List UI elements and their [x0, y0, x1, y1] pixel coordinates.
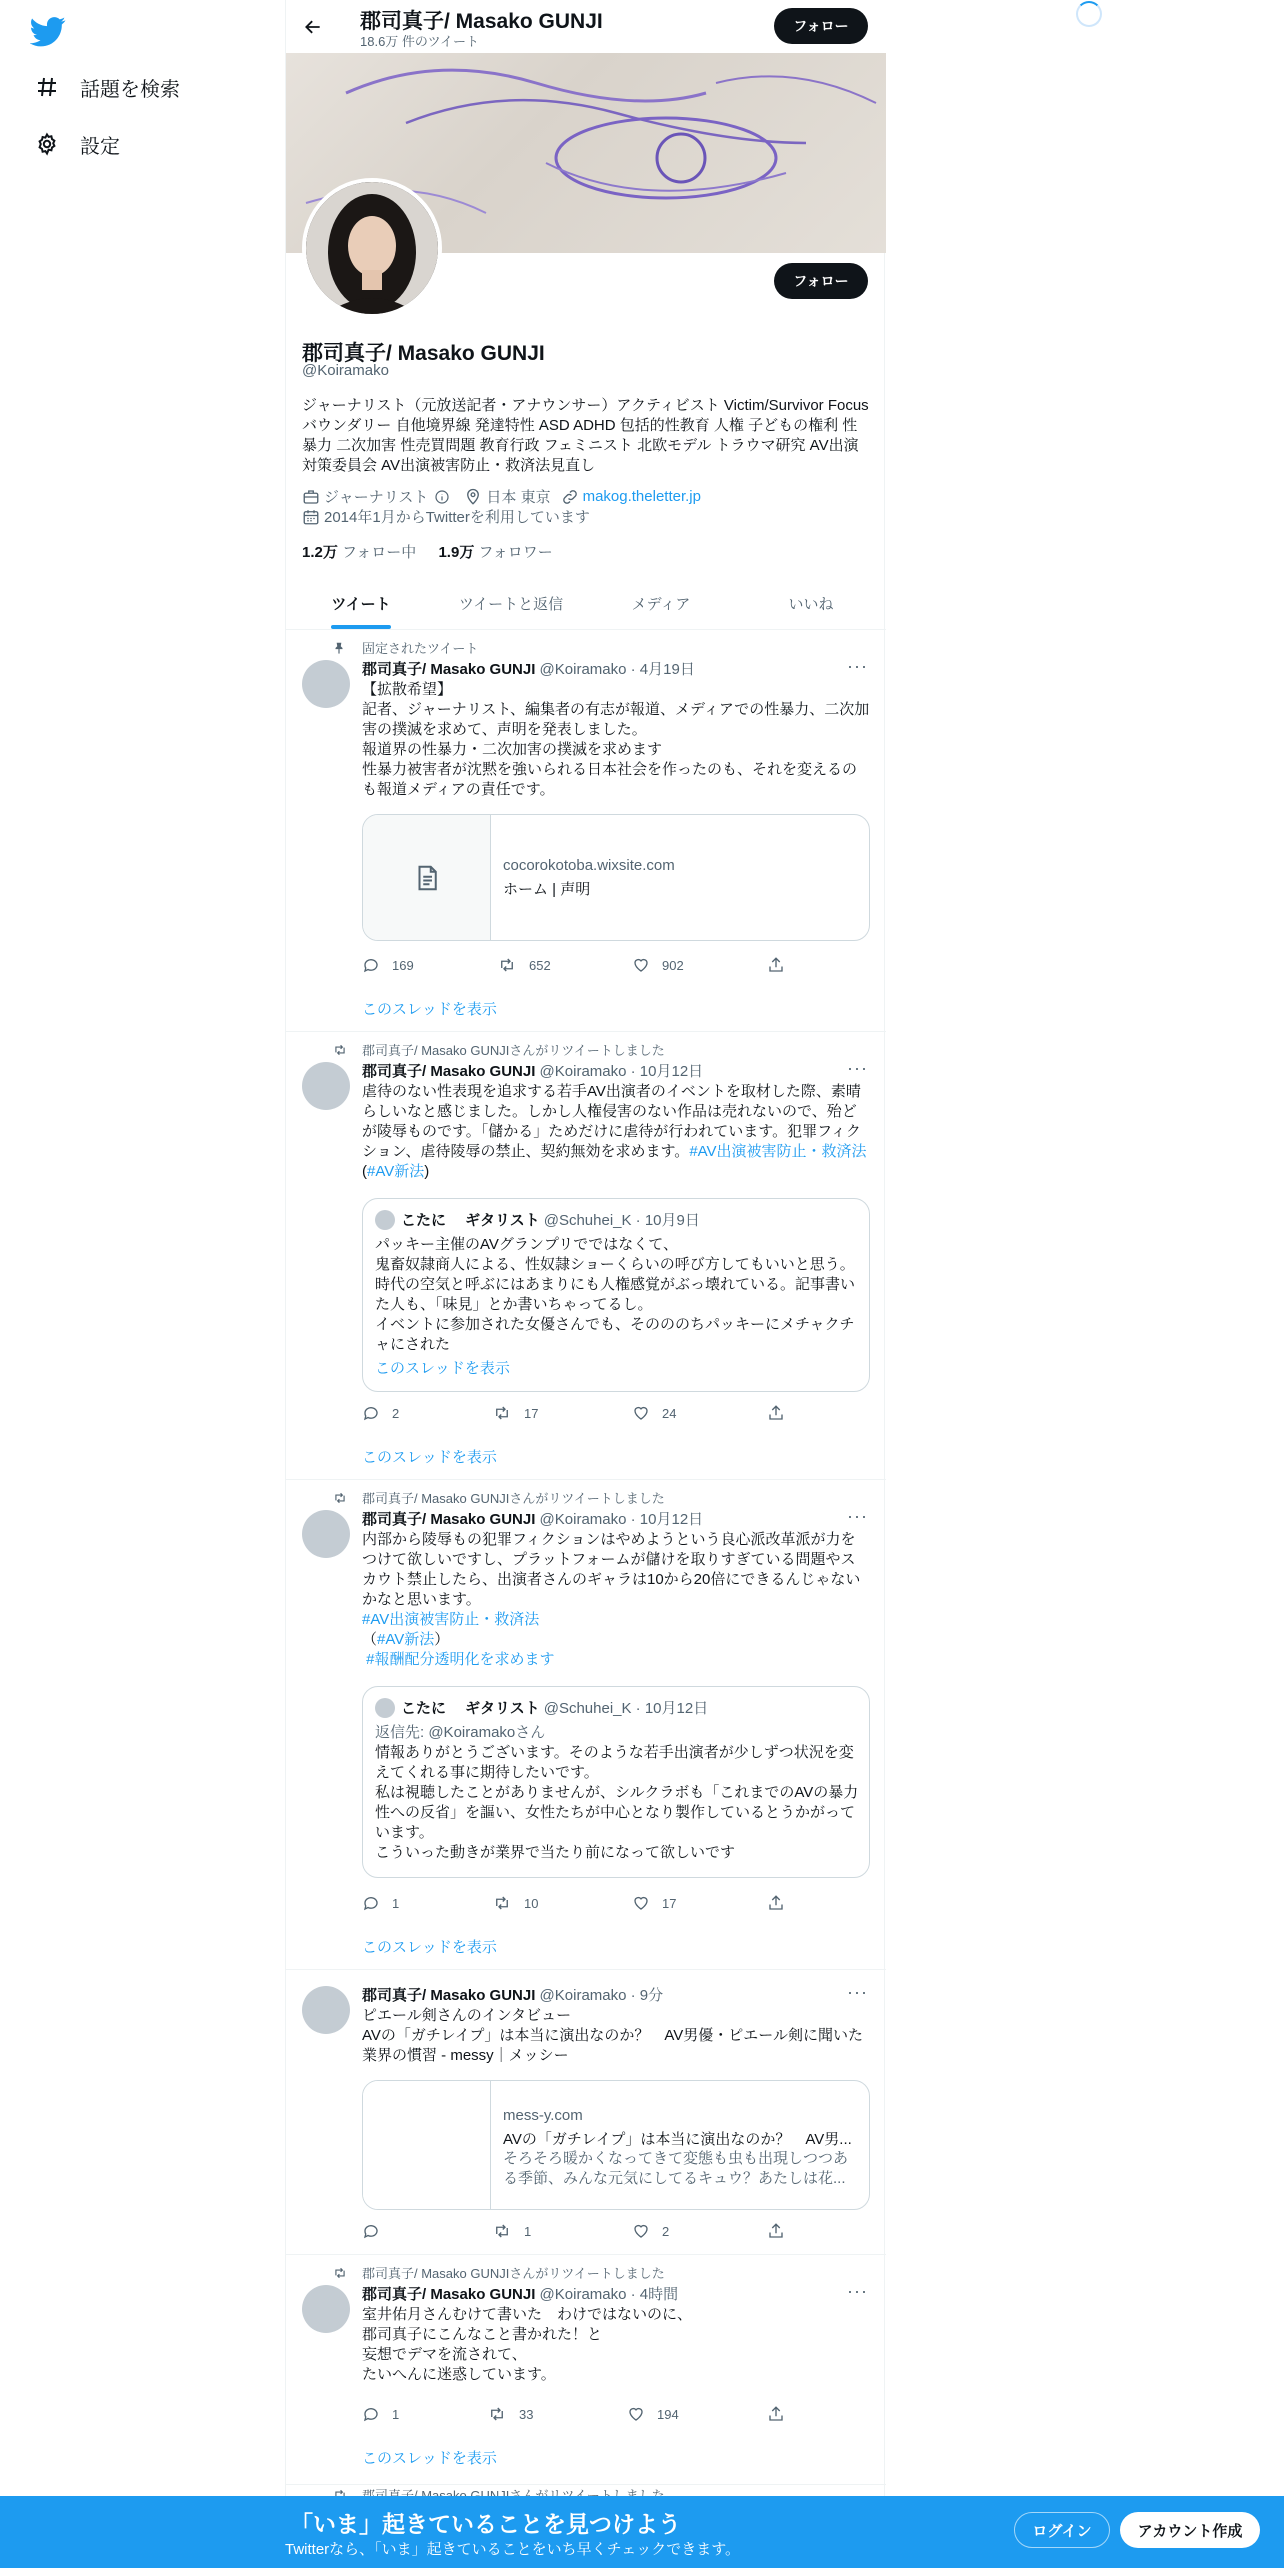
- document-icon: [363, 815, 491, 940]
- tweet-context-text: 郡司真子/ Masako GUNJIさんがリツイートしました: [362, 1043, 665, 1058]
- share-button[interactable]: [767, 1404, 797, 1422]
- profile-url-link[interactable]: makog.theletter.jp: [582, 488, 701, 505]
- retweet-icon: [487, 2405, 507, 2423]
- hashtag-link[interactable]: #報酬配分透明化を求めます: [366, 1651, 555, 1668]
- reply-button[interactable]: [362, 2405, 399, 2423]
- show-thread-link[interactable]: このスレッドを表示: [362, 1939, 497, 1956]
- retweet-context-icon: [332, 2266, 348, 2280]
- profile-avatar[interactable]: [302, 178, 442, 318]
- quoted-avatar: [375, 1210, 395, 1230]
- more-options-icon[interactable]: ···: [847, 2281, 868, 2301]
- like-button[interactable]: [632, 1404, 676, 1422]
- retweet-icon: [492, 1894, 512, 1912]
- tweet-avatar[interactable]: [302, 1986, 350, 2034]
- tweet-avatar[interactable]: [302, 1062, 350, 1110]
- profile-tabs: [286, 577, 886, 630]
- quoted-author: こたに ギタリスト: [401, 1700, 540, 1717]
- login-button[interactable]: ログイン: [1014, 2512, 1110, 2548]
- hashtag-icon: [34, 74, 60, 100]
- show-thread-link[interactable]: このスレッドを表示: [362, 2450, 497, 2467]
- more-options-icon[interactable]: ···: [847, 1058, 868, 1078]
- heart-icon: [632, 2222, 650, 2240]
- location-icon: [464, 488, 482, 506]
- like-button[interactable]: [627, 2405, 679, 2423]
- like-count: 2: [662, 2223, 670, 2239]
- retweet-count: 33: [519, 2406, 534, 2422]
- signup-prompt-title: 「いま」起きていることを見つけよう: [290, 2511, 681, 2537]
- tweet-author[interactable]: 郡司真子/ Masako GUNJI: [362, 1511, 536, 1528]
- tweet-avatar[interactable]: [302, 2285, 350, 2333]
- share-icon: [767, 2222, 785, 2240]
- share-button[interactable]: [767, 2405, 797, 2423]
- left-nav: [0, 0, 270, 2568]
- signup-prompt-bar: [0, 2496, 1284, 2568]
- reply-icon: [362, 956, 380, 974]
- tweet-header: [362, 1060, 703, 1081]
- more-options-icon[interactable]: ···: [847, 1982, 868, 2002]
- profile-bio: ジャーナリスト（元放送記者・アナウンサー）アクティビスト Victim/Survivor Focus バウンダリー 自他境界線 発達特性 ASD ADHD 包括的性教育 人権 子どもの権利 性暴力 二次加害 性売買問題 教育行政 フェミニスト 北欧モデル トラウマ研究 AV出演対策委員会 AV出演被害防止・救済法見直し: [302, 397, 869, 474]
- signup-prompt-subtitle: Twitterなら、「いま」起きていることをいち早くチェックできます。: [285, 2541, 741, 2558]
- tweet-context: [362, 638, 478, 657]
- tweet-context-text: 固定されたツイート: [362, 641, 479, 656]
- info-icon[interactable]: [434, 489, 450, 505]
- link-card[interactable]: [362, 814, 870, 941]
- share-icon: [767, 1404, 785, 1422]
- share-icon: [767, 2405, 785, 2423]
- profile-joined-text: 2014年1月からTwitterを利用しています: [324, 509, 590, 526]
- tweet-item[interactable]: [286, 1970, 886, 2255]
- tweet-text: 室井佑月さんむけて書いた わけではないのに、 郡司真子にこんなこと書かれた！と 妄想でデマを流されて、 たいへんに迷惑しています。: [362, 2306, 693, 2383]
- card-description: そろそろ暖かくなってきて変態も虫も出現しつつある季節、みんな元気にしてるキュウ？あたしは花...: [503, 2150, 849, 2187]
- tweet-actions: [362, 2222, 802, 2242]
- reply-count: 169: [392, 957, 414, 973]
- followers-link[interactable]: [438, 544, 552, 561]
- tab-tweets[interactable]: ツイート: [286, 577, 436, 629]
- share-icon: [767, 1894, 785, 1912]
- retweet-count: 17: [524, 1405, 539, 1421]
- header-tweet-count: 18.6万 件のツイート: [360, 34, 480, 49]
- retweet-count: 1: [524, 2223, 532, 2239]
- quoted-show-thread-link[interactable]: このスレッドを表示: [375, 1360, 510, 1377]
- header-name: 郡司真子/ Masako GUNJI: [360, 10, 603, 33]
- reply-button[interactable]: [362, 2222, 392, 2240]
- tweet-avatar[interactable]: [302, 660, 350, 708]
- profile-category: ジャーナリスト: [324, 489, 429, 506]
- profile-meta: [302, 486, 711, 507]
- tweet-avatar[interactable]: [302, 1510, 350, 1558]
- nav-settings-label: 設定: [80, 135, 120, 158]
- reply-button[interactable]: [362, 956, 414, 974]
- profile-column: [285, 0, 885, 2568]
- tweet-item[interactable]: [286, 2255, 886, 2485]
- tweet-author[interactable]: 郡司真子/ Masako GUNJI: [362, 1063, 536, 1080]
- nav-settings[interactable]: [34, 124, 120, 164]
- tweet-actions: [362, 956, 802, 976]
- like-button[interactable]: [632, 956, 684, 974]
- reply-button[interactable]: [362, 1894, 399, 1912]
- hashtag-link[interactable]: #AV新法: [377, 1631, 435, 1648]
- tweet-context-text: 郡司真子/ Masako GUNJIさんがリツイートしました: [362, 1491, 665, 1506]
- reply-count: 1: [392, 1895, 400, 1911]
- following-label: フォロー中: [342, 544, 417, 561]
- share-button[interactable]: [767, 1894, 797, 1912]
- tweet-author[interactable]: 郡司真子/ Masako GUNJI: [362, 661, 536, 678]
- tweet-meta[interactable]: @Koiramako · 9分: [539, 1987, 664, 2004]
- tweet-item[interactable]: [286, 1032, 886, 1480]
- tweet-actions: [362, 1894, 802, 1914]
- tweet-context: [362, 1040, 665, 1059]
- tweet-body: 虐待のない性表現を追求する若手AV出演者のイベントを取材した際、素晴らしいなと感じました。しかし人権侵害のない作品は売れないので、殆どが陵辱ものです。「儲かる」ためだけに虐待が行われています。犯罪フィクション、虐待陵辱の禁止、契約無効を求めます。: [362, 1083, 861, 1160]
- reply-icon: [362, 1404, 380, 1422]
- quoted-tweet-header: [375, 1697, 708, 1718]
- quoted-tweet[interactable]: [362, 1686, 870, 1878]
- show-thread-link[interactable]: このスレッドを表示: [362, 1001, 497, 1018]
- hashtag-link[interactable]: #AV出演被害防止・救済法: [362, 1611, 540, 1628]
- nav-explore-label: 話題を検索: [80, 78, 180, 101]
- retweet-icon: [497, 956, 517, 974]
- card-domain: cocorokotoba.wixsite.com: [503, 857, 675, 874]
- like-button[interactable]: [632, 2222, 669, 2240]
- tweet-text: 虐待のない性表現を追求する若手AV出演者のイベントを取材した際、素晴らしいなと感じました。しかし人権侵害のない作品は売れないので、殆どが陵辱ものです。「儲かる」ためだけに虐待が行われています。犯罪フィクション、虐待陵辱の禁止、契約無効を求めます。#AV出演被害防止・救済法 (#AV新法): [362, 1083, 882, 1180]
- retweet-context-icon: [332, 1043, 348, 1057]
- profile-header-bar: [286, 0, 886, 53]
- tweet-actions: [362, 1404, 802, 1424]
- retweet-count: 652: [529, 957, 551, 973]
- card-thumbnail: [363, 2081, 491, 2209]
- quoted-tweet[interactable]: [362, 1198, 870, 1392]
- link-icon: [561, 488, 579, 506]
- tweet-text: 内部から陵辱もの犯罪フィクションはやめようという良心派改革派が力をつけて欲しいですし、プラットフォームが儲けを取りすぎている問題やスカウト禁止したら、出演者さんのギャラは10から20倍にできるんじゃないかなと思います。 #AV出演被害防止・救済法 （#AV新法） #報酬配分透明化を求めます: [362, 1531, 861, 1668]
- retweet-button[interactable]: [487, 2405, 533, 2423]
- profile-location: 日本 東京: [486, 489, 551, 506]
- tweet-author[interactable]: 郡司真子/ Masako GUNJI: [362, 1987, 536, 2004]
- link-card[interactable]: [362, 2080, 870, 2210]
- back-arrow-icon[interactable]: [298, 12, 328, 42]
- profile-joined: [302, 506, 600, 527]
- retweet-icon: [492, 2222, 512, 2240]
- tweet-header: [362, 658, 695, 679]
- tweet-text: ピエール剣さんのインタビュー AVの「ガチレイプ」は本当に演出なのか？ AV男優・ピエール剣に聞いた業界の慣習 - messy｜メッシー: [362, 2007, 863, 2064]
- like-count: 24: [662, 1405, 677, 1421]
- more-options-icon[interactable]: ···: [847, 1506, 868, 1526]
- tweet-meta[interactable]: @Koiramako · 4時間: [539, 2286, 679, 2303]
- share-icon: [767, 956, 785, 974]
- briefcase-icon: [302, 488, 320, 506]
- heart-icon: [632, 1404, 650, 1422]
- following-count: 1.2万: [302, 544, 338, 561]
- profile-follow-button[interactable]: フォロー: [774, 263, 868, 299]
- followers-count: 1.9万: [438, 544, 475, 561]
- tweet-context: [362, 2263, 665, 2282]
- reply-count: 1: [392, 2406, 400, 2422]
- quoted-reply-to: 返信先: @Koiramakoさん: [375, 1724, 546, 1741]
- retweet-icon: [492, 1404, 512, 1422]
- quoted-author: こたに ギタリスト: [401, 1212, 540, 1229]
- tweet-meta[interactable]: @Koiramako · 10月12日: [539, 1511, 704, 1528]
- tweet-meta[interactable]: @Koiramako · 10月12日: [539, 1063, 704, 1080]
- tweet-text: 【拡散希望】 記者、ジャーナリスト、編集者の有志が報道、メディアでの性暴力、二次加害の撲滅を求めて、声明を発表しました。 報道界の性暴力・二次加害の撲滅を求めます 性暴力被害者が沈黙を強いられる日本社会を作ったのも、それを変えるのも報道メディアの責任です。: [362, 681, 870, 798]
- hashtag-link[interactable]: #AV新法: [367, 1163, 425, 1180]
- calendar-icon: [302, 508, 320, 526]
- profile-handle: @Koiramako: [302, 362, 389, 379]
- tweet-context: [362, 1488, 665, 1507]
- retweet-button[interactable]: [497, 956, 551, 974]
- card-title: ホーム | 声明: [503, 881, 591, 898]
- quoted-meta: @Schuhei_K · 10月9日: [543, 1212, 700, 1229]
- reply-icon: [362, 2222, 380, 2240]
- retweet-button[interactable]: [492, 1404, 538, 1422]
- quoted-tweet-header: [375, 1209, 700, 1230]
- heart-icon: [632, 1894, 650, 1912]
- retweet-button[interactable]: [492, 1894, 538, 1912]
- card-domain: mess-y.com: [503, 2107, 583, 2124]
- profile-name: 郡司真子/ Masako GUNJI: [302, 342, 545, 365]
- tweet-body: 内部から陵辱もの犯罪フィクションはやめようという良心派改革派が力をつけて欲しいですし、プラットフォームが儲けを取りすぎている問題やスカウト禁止したら、出演者さんのギャラは10から20倍にできるんじゃないかなと思います。: [362, 1531, 861, 1608]
- tweet-actions: [362, 2405, 802, 2425]
- heart-icon: [627, 2405, 645, 2423]
- tweet-item[interactable]: [286, 630, 886, 1032]
- tab-tweets-replies[interactable]: ツイートと返信: [458, 595, 564, 613]
- tweet-header: [362, 1984, 663, 2005]
- retweet-count: 10: [524, 1895, 539, 1911]
- share-button[interactable]: [767, 956, 797, 974]
- twitter-logo-icon[interactable]: [30, 12, 66, 48]
- reply-count: 2: [392, 1405, 400, 1421]
- retweet-context-icon: [332, 1491, 348, 1505]
- tweet-item[interactable]: [286, 1480, 886, 1970]
- gear-icon: [34, 131, 60, 157]
- hashtag-link[interactable]: #AV出演被害防止・救済法: [689, 1143, 867, 1160]
- pin-icon: [332, 641, 346, 655]
- share-button[interactable]: [767, 2222, 797, 2240]
- loading-spinner-icon: [1076, 1, 1102, 27]
- retweet-button[interactable]: [492, 2222, 531, 2240]
- following-link[interactable]: [302, 544, 416, 561]
- like-count: 17: [662, 1895, 677, 1911]
- like-count: 194: [657, 2406, 679, 2422]
- tweet-context-text: 郡司真子/ Masako GUNJIさんがリツイートしました: [362, 2266, 665, 2281]
- header-follow-button[interactable]: フォロー: [774, 8, 868, 44]
- nav-explore[interactable]: [34, 67, 180, 107]
- tweet-header: [362, 1508, 703, 1529]
- tab-likes[interactable]: いいね: [788, 595, 834, 613]
- quoted-text: パッキー主催のAVグランプリでではなくて、 鬼畜奴隷商人による、性奴隷ショーくらいの呼び方してもいいと思う。 時代の空気と呼ぶにはあまりにも人権感覚がぶっ壊れている。記事書いた人も、「味見」とか書いちゃってるし。 イベントに参加された女優さんでも、そのののちパッキーにメチャクチャにされた: [375, 1236, 856, 1353]
- heart-icon: [632, 956, 650, 974]
- quoted-avatar: [375, 1698, 395, 1718]
- show-thread-link[interactable]: このスレッドを表示: [362, 1449, 497, 1466]
- reply-icon: [362, 1894, 380, 1912]
- reply-button[interactable]: [362, 1404, 399, 1422]
- quoted-meta: @Schuhei_K · 10月12日: [543, 1700, 709, 1717]
- tab-media[interactable]: メディア: [631, 595, 691, 613]
- more-options-icon[interactable]: ···: [847, 656, 868, 676]
- tweet-meta[interactable]: @Koiramako · 4月19日: [539, 661, 695, 678]
- card-title: AVの「ガチレイプ」は本当に演出なのか？ AV男...: [503, 2131, 852, 2148]
- quoted-text: 情報ありがとうございます。そのような若手出演者が少しずつ状況を変えてくれる事に期待したいです。 私は視聴したことがありませんが、シルクラボも「これまでのAVの暴力性への反省」を謳い、女性たちが中心となり製作しているとうかがっています。 こういった動きが業界で当たり前になって欲しいです: [375, 1744, 859, 1861]
- tweet-author[interactable]: 郡司真子/ Masako GUNJI: [362, 2286, 536, 2303]
- reply-icon: [362, 2405, 380, 2423]
- signup-button[interactable]: アカウント作成: [1120, 2512, 1260, 2548]
- followers-label: フォロワー: [478, 544, 553, 561]
- profile-follow-counts: [302, 541, 553, 562]
- like-count: 902: [662, 957, 684, 973]
- like-button[interactable]: [632, 1894, 676, 1912]
- tweet-header: [362, 2283, 678, 2304]
